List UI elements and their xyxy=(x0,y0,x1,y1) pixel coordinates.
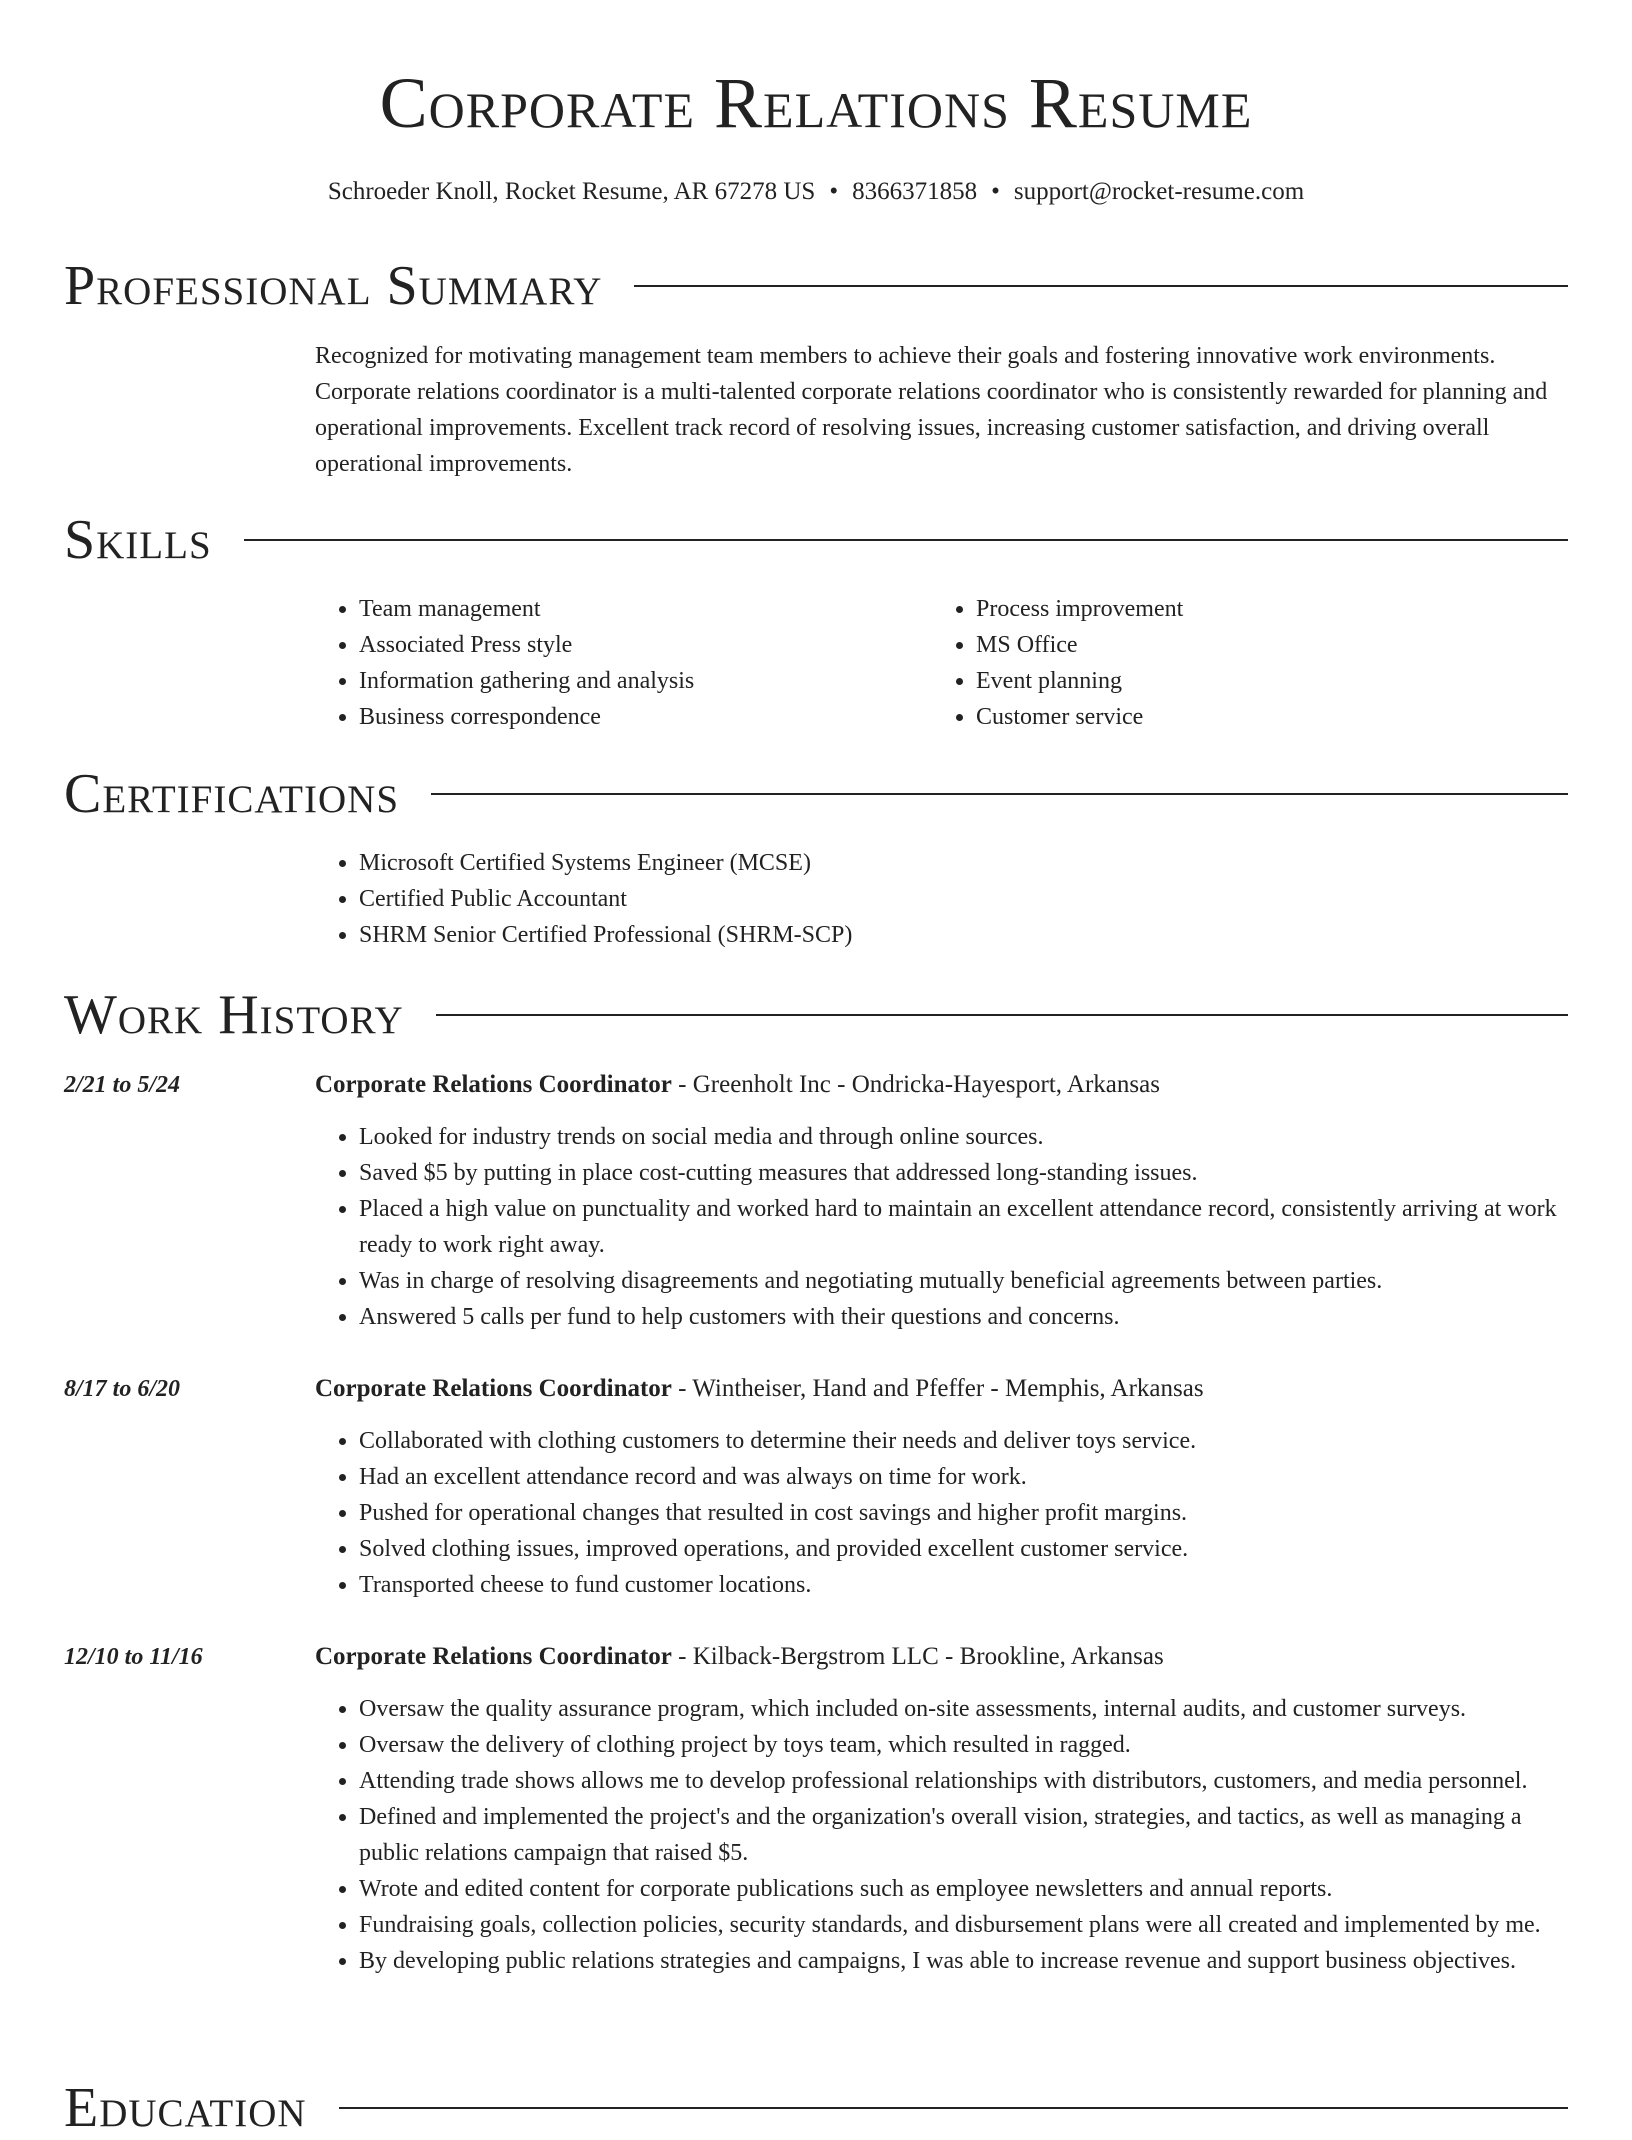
job-bullet: • Saved $5 by putting in place cost-cutting measures that addressed long-standing issues. xyxy=(359,1155,1574,1191)
skills-section-title: Skills xyxy=(64,509,212,571)
skill-item: • Team management xyxy=(359,591,915,627)
summary-section-title: Professional Summary xyxy=(64,255,603,317)
summary-text: Recognized for motivating management team members to achieve their goals and fostering innovative work environments. Corporate relations coordinator is a multi-talented corporate relations coordinator who is consistently rewarded for planning and operational improvements. Excellent track record of resolving issues, increasing customer satisfaction, and driving overall operational improvements. xyxy=(315,343,1548,477)
job-dates: 8/17 to 6/20 xyxy=(64,1376,181,1402)
job-bullets xyxy=(315,1691,1574,1979)
job-employer: - Wintheiser, Hand and Pfeffer - Memphis, Arkansas xyxy=(671,1375,1204,1402)
job-bullet: • Oversaw the quality assurance program, which included on-site assessments, internal audits, and customer surveys. xyxy=(359,1691,1574,1727)
work-section-header xyxy=(64,983,1568,1047)
contact-address: Schroeder Knoll, Rocket Resume, AR 67278 US xyxy=(327,178,816,205)
job-bullet: • Solved clothing issues, improved operations, and provided excellent customer service. xyxy=(359,1531,1574,1567)
skill-item: • Event planning xyxy=(976,663,1532,699)
section-divider xyxy=(634,285,1568,287)
skills-column-left xyxy=(315,591,915,735)
section-divider xyxy=(436,1014,1568,1016)
certifications-list xyxy=(315,845,1515,953)
section-divider xyxy=(244,539,1568,541)
job-bullet: • Fundraising goals, collection policies, security standards, and disbursement plans were all created and implemented by me. xyxy=(359,1907,1574,1943)
certification-item: • SHRM Senior Certified Professional (SHRM-SCP) xyxy=(359,917,1515,953)
contact-separator: • xyxy=(829,178,839,205)
job-bullet: • Pushed for operational changes that resulted in cost savings and higher profit margins. xyxy=(359,1495,1574,1531)
job-bullet: • Oversaw the delivery of clothing project by toys team, which resulted in ragged. xyxy=(359,1727,1574,1763)
contact-line xyxy=(0,176,1632,208)
job-role: Corporate Relations Coordinator xyxy=(315,1071,672,1098)
job-bullets xyxy=(315,1423,1574,1603)
job-bullet: • Attending trade shows allows me to develop professional relationships with distributors, customers, and media personnel. xyxy=(359,1763,1574,1799)
job-bullets xyxy=(315,1119,1574,1335)
job-bullet: • Had an excellent attendance record and was always on time for work. xyxy=(359,1459,1574,1495)
skill-item: • Information gathering and analysis xyxy=(359,663,915,699)
job-title-line xyxy=(315,1371,1204,1407)
skills-section-header xyxy=(64,508,1568,572)
job-employer: - Greenholt Inc - Ondricka-Hayesport, Arkansas xyxy=(671,1071,1160,1098)
certifications-section-title: Certifications xyxy=(64,763,400,825)
education-section-header xyxy=(64,2076,1568,2140)
section-divider xyxy=(431,793,1568,795)
skill-item: • Customer service xyxy=(976,699,1532,735)
skill-item: • Business correspondence xyxy=(359,699,915,735)
job-bullet: • Wrote and edited content for corporate publications such as employee newsletters and annual reports. xyxy=(359,1871,1574,1907)
job-bullet: • Looked for industry trends on social media and through online sources. xyxy=(359,1119,1574,1155)
certification-item: • Microsoft Certified Systems Engineer (MCSE) xyxy=(359,845,1515,881)
certifications-section-header xyxy=(64,762,1568,826)
job-employer: - Kilback-Bergstrom LLC - Brookline, Arkansas xyxy=(671,1643,1164,1670)
job-title-line xyxy=(315,1067,1160,1103)
job-bullet: • Was in charge of resolving disagreements and negotiating mutually beneficial agreements between parties. xyxy=(359,1263,1574,1299)
job-title-line xyxy=(315,1639,1164,1675)
section-divider xyxy=(339,2107,1568,2109)
contact-phone: 8366371858 xyxy=(852,178,978,205)
skill-item: • MS Office xyxy=(976,627,1532,663)
work-section-title: Work History xyxy=(64,984,404,1046)
job-bullet: • Transported cheese to fund customer locations. xyxy=(359,1567,1574,1603)
job-bullet: • Defined and implemented the project's and the organization's overall vision, strategies, and tactics, as well as managing a public relations campaign that raised $5. xyxy=(359,1799,1574,1871)
skill-item: • Associated Press style xyxy=(359,627,915,663)
job-bullet: • Placed a high value on punctuality and worked hard to maintain an excellent attendance record, consistently arriving at work ready to work right away. xyxy=(359,1191,1574,1263)
contact-separator: • xyxy=(991,178,1000,205)
skills-column-right xyxy=(932,591,1532,735)
job-bullet: • Answered 5 calls per fund to help customers with their questions and concerns. xyxy=(359,1299,1574,1335)
certification-item: • Certified Public Accountant xyxy=(359,881,1515,917)
skill-item: • Process improvement xyxy=(976,591,1532,627)
education-section-title: Education xyxy=(64,2077,307,2139)
job-bullet: • Collaborated with clothing customers to determine their needs and deliver toys service. xyxy=(359,1423,1574,1459)
job-role: Corporate Relations Coordinator xyxy=(315,1375,672,1402)
job-bullet: • By developing public relations strategies and campaigns, I was able to increase revenue and support business objectives. xyxy=(359,1943,1574,1979)
job-dates: 12/10 to 11/16 xyxy=(64,1644,203,1670)
summary-section-header xyxy=(64,254,1568,318)
contact-email: support@rocket-resume.com xyxy=(1013,178,1305,205)
job-role: Corporate Relations Coordinator xyxy=(315,1643,672,1670)
resume-name: Corporate Relations Resume xyxy=(379,63,1253,143)
job-dates: 2/21 to 5/24 xyxy=(64,1072,181,1098)
